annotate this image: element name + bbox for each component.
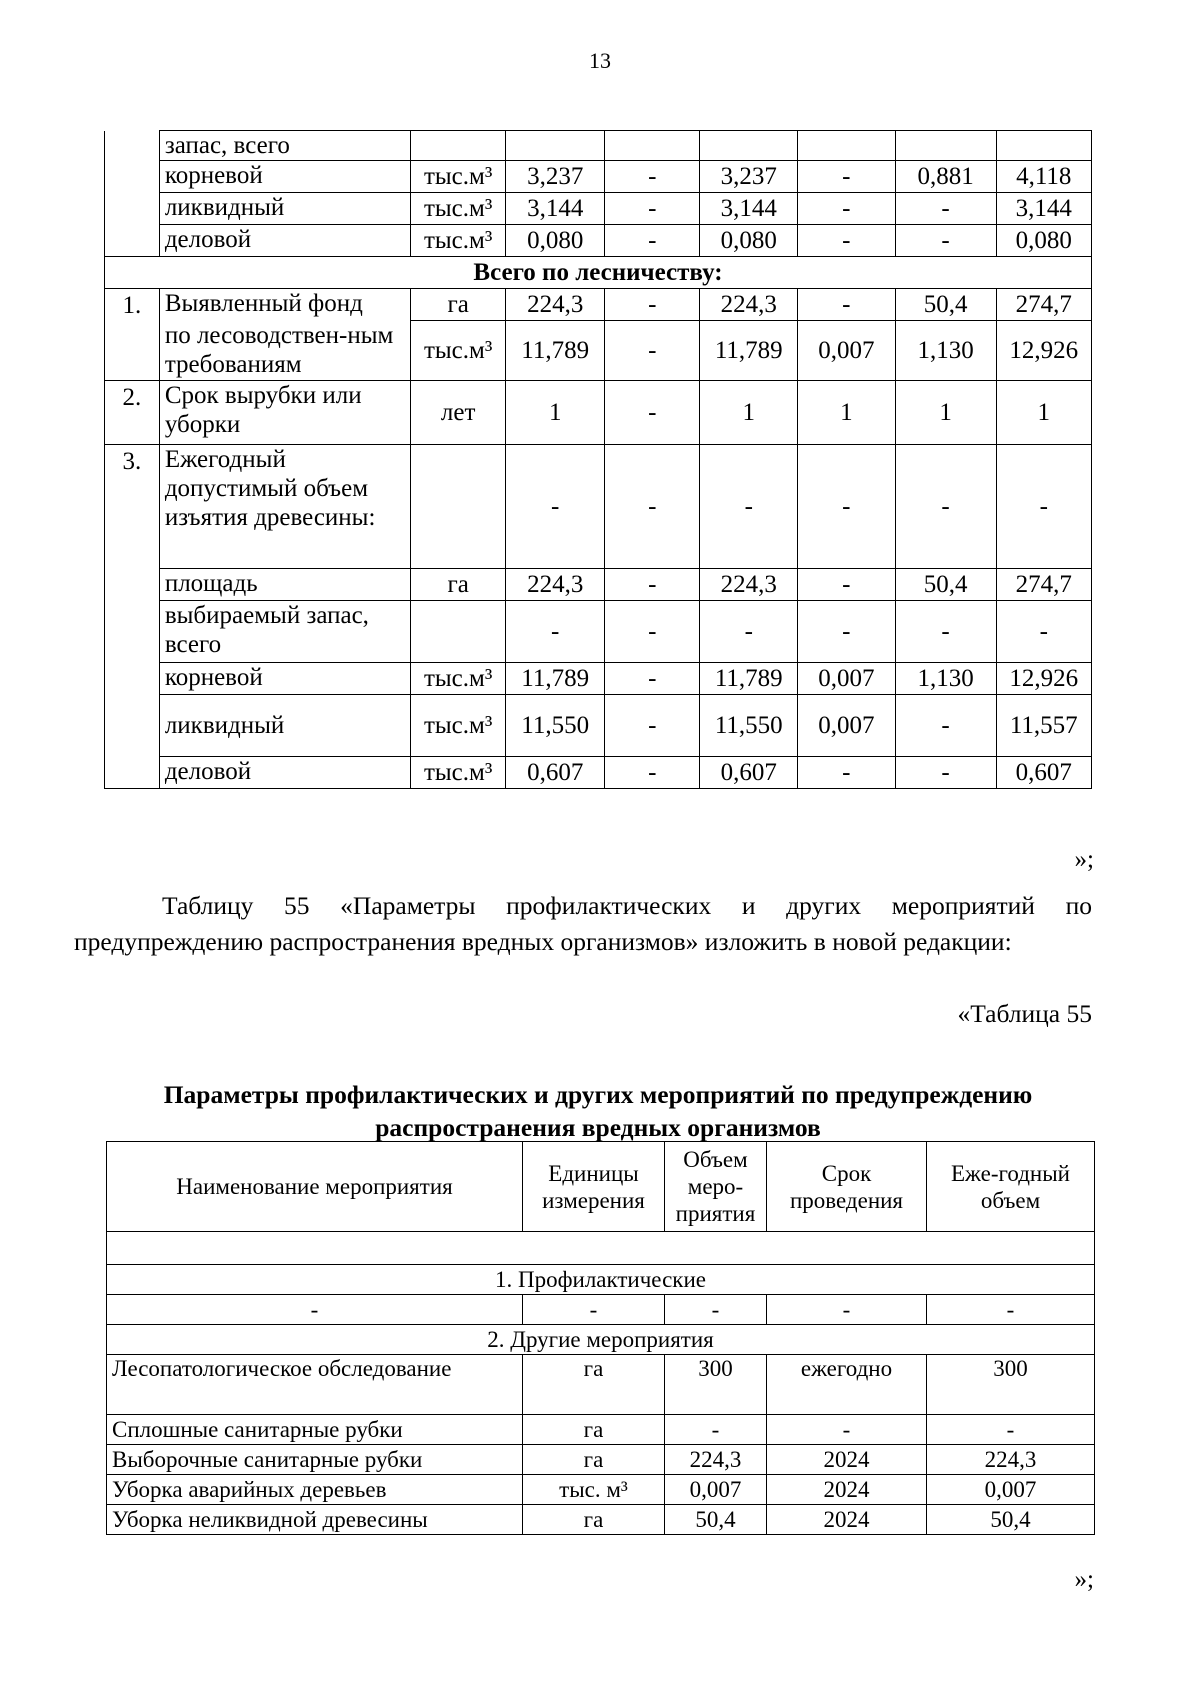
value-cell: 0,607 bbox=[506, 757, 605, 789]
row-number: 1. bbox=[105, 289, 160, 381]
section-row bbox=[107, 1325, 1095, 1355]
value-cell: 274,7 bbox=[996, 569, 1091, 601]
table-row bbox=[105, 381, 1092, 445]
value-cell bbox=[895, 131, 996, 161]
value-cell: - bbox=[605, 757, 700, 789]
value-cell: 3,144 bbox=[996, 193, 1091, 225]
table-row bbox=[105, 757, 1092, 789]
value-cell: - bbox=[605, 321, 700, 381]
value-cell: 11,557 bbox=[996, 695, 1091, 757]
unit-cell: тыс.м³ bbox=[410, 193, 505, 225]
value-cell: - bbox=[798, 601, 896, 663]
row-label: запас, всего bbox=[159, 131, 410, 161]
unit-cell: га bbox=[523, 1355, 665, 1415]
value-cell: 3,237 bbox=[700, 161, 798, 193]
value-cell: - bbox=[895, 695, 996, 757]
unit-cell: тыс.м³ bbox=[410, 663, 505, 695]
table-row bbox=[105, 161, 1092, 193]
unit-cell bbox=[410, 445, 505, 569]
value-cell: 0,080 bbox=[996, 225, 1091, 257]
row-label: по лесоводствен-ным требованиям bbox=[159, 321, 410, 381]
value-cell: 0,881 bbox=[895, 161, 996, 193]
row-number bbox=[105, 225, 160, 257]
volume-cell: 50,4 bbox=[665, 1505, 767, 1535]
value-cell: - bbox=[798, 161, 896, 193]
value-cell: - bbox=[605, 601, 700, 663]
header-row bbox=[107, 1142, 1095, 1232]
value-cell: - bbox=[895, 445, 996, 569]
unit-cell: тыс.м³ bbox=[410, 321, 505, 381]
value-cell: 0,080 bbox=[506, 225, 605, 257]
unit-cell bbox=[410, 601, 505, 663]
row-label: Выявленный фонд bbox=[159, 289, 410, 321]
value-cell bbox=[798, 131, 896, 161]
table-row bbox=[105, 445, 1092, 569]
section-row bbox=[107, 1265, 1095, 1295]
measure-name: Уборка неликвидной древесины bbox=[107, 1505, 523, 1535]
value-cell: 224,3 bbox=[700, 289, 798, 321]
value-cell: - bbox=[605, 193, 700, 225]
row-number bbox=[105, 569, 160, 601]
value-cell: - bbox=[605, 663, 700, 695]
value-cell: 224,3 bbox=[506, 289, 605, 321]
value-cell: - bbox=[996, 601, 1091, 663]
unit-cell: тыс.м³ bbox=[410, 695, 505, 757]
row-label: корневой bbox=[159, 161, 410, 193]
table-caption: «Таблица 55 bbox=[957, 999, 1092, 1028]
value-cell: 0,007 bbox=[798, 695, 896, 757]
unit-cell: лет bbox=[410, 381, 505, 445]
forest-fund-table bbox=[104, 130, 1092, 789]
row-label: выбираемый запас, всего bbox=[159, 601, 410, 663]
unit-cell: тыс.м³ bbox=[410, 225, 505, 257]
value-cell: - bbox=[895, 225, 996, 257]
value-cell: - bbox=[605, 225, 700, 257]
value-cell: 0,007 bbox=[798, 663, 896, 695]
cell: - bbox=[767, 1295, 927, 1325]
unit-cell: тыс. м³ bbox=[523, 1475, 665, 1505]
closing-quote: »; bbox=[1074, 1566, 1094, 1593]
value-cell: - bbox=[605, 445, 700, 569]
value-cell bbox=[506, 131, 605, 161]
row-number bbox=[105, 663, 160, 695]
paragraph-text: Таблицу 55 «Параметры профилактических и других мероприятий по предупреждению распространения вредных организмов» изложить в новой редакции: bbox=[74, 891, 1092, 956]
value-cell: 12,926 bbox=[996, 321, 1091, 381]
row-number bbox=[105, 757, 160, 789]
value-cell: - bbox=[798, 569, 896, 601]
term-cell: 2024 bbox=[767, 1505, 927, 1535]
table-row bbox=[105, 289, 1092, 321]
unit-cell: га bbox=[523, 1415, 665, 1445]
term-cell: ежегодно bbox=[767, 1355, 927, 1415]
value-cell: - bbox=[895, 757, 996, 789]
value-cell: 3,144 bbox=[506, 193, 605, 225]
value-cell: - bbox=[605, 569, 700, 601]
measures-table bbox=[106, 1141, 1095, 1535]
value-cell: 224,3 bbox=[506, 569, 605, 601]
table-row bbox=[107, 1355, 1095, 1415]
value-cell: 0,007 bbox=[798, 321, 896, 381]
amendment-paragraph bbox=[74, 888, 1092, 960]
row-label: Ежегодный допустимый объем изъятия древесины: bbox=[159, 445, 410, 569]
table-title: Параметры профилактических и других мероприятий по предупреждению распространения вредных организмов bbox=[163, 1080, 1033, 1142]
row-number bbox=[105, 131, 160, 161]
term-cell: 2024 bbox=[767, 1475, 927, 1505]
measure-name: Уборка аварийных деревьев bbox=[107, 1475, 523, 1505]
table-row bbox=[105, 193, 1092, 225]
measure-name: Лесопатологическое обследование bbox=[107, 1355, 523, 1415]
page-number: 13 bbox=[589, 48, 611, 73]
blank-cell bbox=[107, 1232, 1095, 1265]
annual-cell: 300 bbox=[927, 1355, 1095, 1415]
value-cell: - bbox=[798, 225, 896, 257]
closing-quote: »; bbox=[1074, 846, 1094, 873]
annual-cell: - bbox=[927, 1415, 1095, 1445]
row-label: деловой bbox=[159, 757, 410, 789]
header-cell: Объем меро-приятия bbox=[665, 1142, 767, 1232]
value-cell: - bbox=[605, 381, 700, 445]
value-cell: - bbox=[996, 445, 1091, 569]
value-cell: 3,144 bbox=[700, 193, 798, 225]
measure-name: Сплошные санитарные рубки bbox=[107, 1415, 523, 1445]
cell: - bbox=[523, 1295, 665, 1325]
row-number bbox=[105, 161, 160, 193]
value-cell: 1,130 bbox=[895, 321, 996, 381]
value-cell: - bbox=[700, 601, 798, 663]
header-cell: Еже-годный объем bbox=[927, 1142, 1095, 1232]
row-label: корневой bbox=[159, 663, 410, 695]
value-cell: - bbox=[506, 445, 605, 569]
value-cell: - bbox=[605, 695, 700, 757]
value-cell: 274,7 bbox=[996, 289, 1091, 321]
table-row bbox=[105, 663, 1092, 695]
row-label: Срок вырубки или уборки bbox=[159, 381, 410, 445]
cell: - bbox=[927, 1295, 1095, 1325]
row-number bbox=[105, 695, 160, 757]
value-cell: 0,607 bbox=[700, 757, 798, 789]
annual-cell: 50,4 bbox=[927, 1505, 1095, 1535]
value-cell: - bbox=[895, 193, 996, 225]
term-cell: 2024 bbox=[767, 1445, 927, 1475]
table-row bbox=[105, 225, 1092, 257]
value-cell: - bbox=[605, 161, 700, 193]
section-title: 1. Профилактические bbox=[107, 1265, 1095, 1295]
section-title: 2. Другие мероприятия bbox=[107, 1325, 1095, 1355]
value-cell: 1 bbox=[700, 381, 798, 445]
table-row bbox=[107, 1295, 1095, 1325]
value-cell: 3,237 bbox=[506, 161, 605, 193]
volume-cell: 300 bbox=[665, 1355, 767, 1415]
value-cell: - bbox=[506, 601, 605, 663]
value-cell: 1 bbox=[895, 381, 996, 445]
unit-cell: га bbox=[410, 569, 505, 601]
value-cell: - bbox=[798, 289, 896, 321]
section-row bbox=[105, 257, 1092, 289]
value-cell: 11,789 bbox=[700, 321, 798, 381]
row-number bbox=[105, 601, 160, 663]
row-number: 2. bbox=[105, 381, 160, 445]
header-cell: Единицы измерения bbox=[523, 1142, 665, 1232]
value-cell: - bbox=[700, 445, 798, 569]
section-title: Всего по лесничеству: bbox=[105, 257, 1092, 289]
table-row bbox=[105, 601, 1092, 663]
value-cell: 1 bbox=[996, 381, 1091, 445]
value-cell: 224,3 bbox=[700, 569, 798, 601]
value-cell: - bbox=[798, 757, 896, 789]
row-number: 3. bbox=[105, 445, 160, 569]
table-row bbox=[107, 1505, 1095, 1535]
table-row bbox=[105, 321, 1092, 381]
volume-cell: 0,007 bbox=[665, 1475, 767, 1505]
value-cell: 1 bbox=[506, 381, 605, 445]
cell: - bbox=[107, 1295, 523, 1325]
annual-cell: 0,007 bbox=[927, 1475, 1095, 1505]
table-row bbox=[107, 1415, 1095, 1445]
value-cell bbox=[996, 131, 1091, 161]
table-row bbox=[105, 569, 1092, 601]
unit-cell: га bbox=[523, 1445, 665, 1475]
value-cell: 1,130 bbox=[895, 663, 996, 695]
row-number bbox=[105, 193, 160, 225]
table-row bbox=[105, 695, 1092, 757]
value-cell: 4,118 bbox=[996, 161, 1091, 193]
value-cell: - bbox=[895, 601, 996, 663]
measure-name: Выборочные санитарные рубки bbox=[107, 1445, 523, 1475]
value-cell: 50,4 bbox=[895, 289, 996, 321]
value-cell: - bbox=[798, 193, 896, 225]
row-label: ликвидный bbox=[159, 193, 410, 225]
value-cell: 11,550 bbox=[700, 695, 798, 757]
value-cell: 50,4 bbox=[895, 569, 996, 601]
value-cell: 1 bbox=[798, 381, 896, 445]
table-row bbox=[107, 1475, 1095, 1505]
value-cell: 11,550 bbox=[506, 695, 605, 757]
unit-cell: га bbox=[523, 1505, 665, 1535]
value-cell: - bbox=[798, 445, 896, 569]
header-cell: Наименование мероприятия bbox=[107, 1142, 523, 1232]
cell: - bbox=[665, 1295, 767, 1325]
volume-cell: - bbox=[665, 1415, 767, 1445]
value-cell: - bbox=[605, 289, 700, 321]
value-cell: 0,080 bbox=[700, 225, 798, 257]
row-label: площадь bbox=[159, 569, 410, 601]
annual-cell: 224,3 bbox=[927, 1445, 1095, 1475]
value-cell: 12,926 bbox=[996, 663, 1091, 695]
blank-row bbox=[107, 1232, 1095, 1265]
value-cell: 11,789 bbox=[506, 321, 605, 381]
row-label: ликвидный bbox=[159, 695, 410, 757]
term-cell: - bbox=[767, 1415, 927, 1445]
value-cell bbox=[605, 131, 700, 161]
value-cell: 0,607 bbox=[996, 757, 1091, 789]
value-cell: 11,789 bbox=[506, 663, 605, 695]
unit-cell: тыс.м³ bbox=[410, 757, 505, 789]
value-cell: 11,789 bbox=[700, 663, 798, 695]
table-row bbox=[107, 1445, 1095, 1475]
row-label: деловой bbox=[159, 225, 410, 257]
unit-cell: га bbox=[410, 289, 505, 321]
table-row bbox=[105, 131, 1092, 161]
volume-cell: 224,3 bbox=[665, 1445, 767, 1475]
header-cell: Срок проведения bbox=[767, 1142, 927, 1232]
value-cell bbox=[700, 131, 798, 161]
unit-cell: тыс.м³ bbox=[410, 161, 505, 193]
unit-cell bbox=[410, 131, 505, 161]
